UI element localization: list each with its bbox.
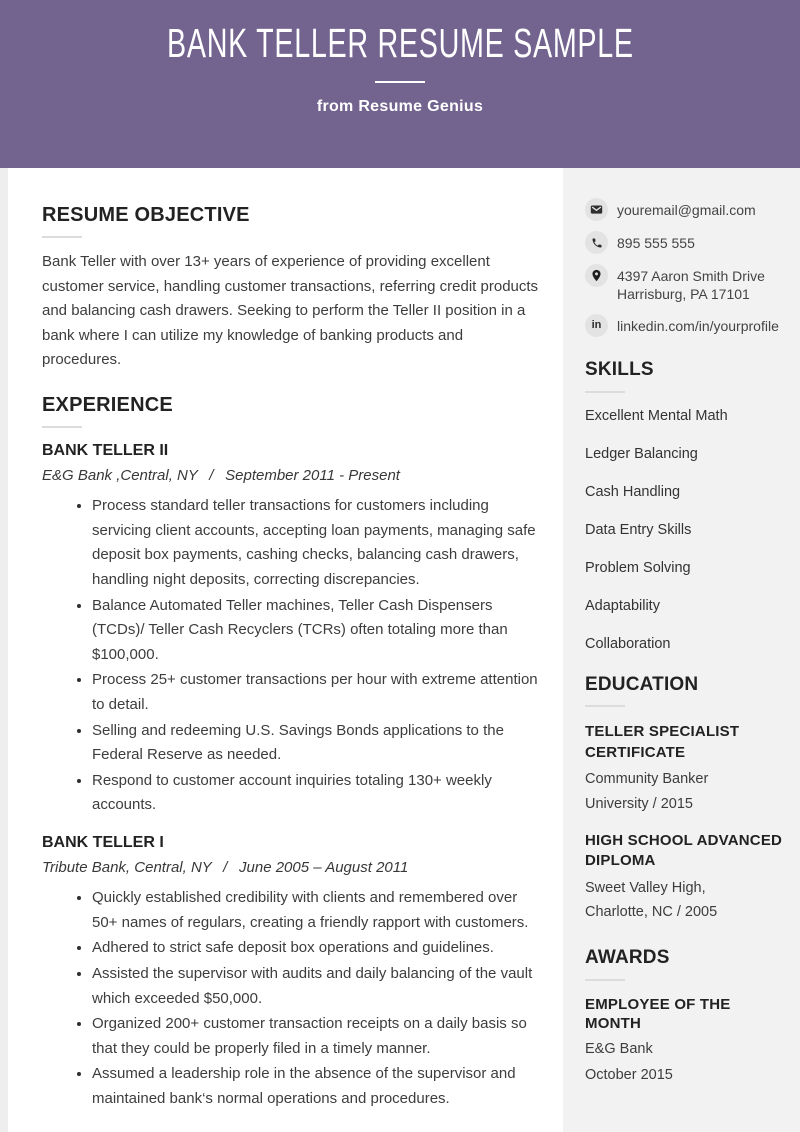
contact-block (585, 198, 785, 337)
skill-item: Data Entry Skills (585, 522, 692, 539)
experience-heading: EXPERIENCE (42, 393, 173, 416)
left-gutter (0, 168, 8, 1132)
job-bullet: • Adhered to strict safe deposit box operations and guidelines. (92, 936, 540, 961)
header-divider (375, 81, 425, 83)
job-bullet: • Organized 200+ customer transaction receipts on a daily basis so that they could be properly filed in a timely manner. (92, 1012, 540, 1061)
skill-item: Cash Handling (585, 483, 681, 500)
job-bullet: • Selling and redeeming U.S. Savings Bonds applications to the Federal Reserve as needed. (92, 719, 540, 768)
education-entry-detail: Sweet Valley High, Charlotte, NC / 2005 (585, 879, 718, 921)
job-bullet: • Respond to customer account inquiries totaling 130+ weekly accounts. (92, 769, 540, 818)
skills-heading: SKILLS (585, 358, 654, 380)
heading-rule (585, 979, 625, 981)
contact-linkedin: linkedin.com/in/yourprofile (617, 317, 779, 334)
job-bullet: • Process 25+ customer transactions per hour with extreme attention to detail. (92, 668, 540, 717)
contact-phone: 895 555 555 (617, 235, 695, 251)
contact-row-address (585, 264, 785, 304)
page-subtitle: from Resume Genius (316, 98, 484, 116)
phone-icon (585, 231, 608, 254)
contact-row-linkedin (585, 314, 785, 337)
education-heading: EDUCATION (585, 673, 699, 695)
heading-rule (42, 236, 82, 238)
experience-section (42, 394, 548, 1112)
objective-text: Bank Teller with over 13+ years of experience of providing excellent customer service, handling customer transactions, referring credit products and balancing cash drawers. Seeking to perform the Teller II position in a bank where I can utilize my knowledge of banking products and procedures. (42, 253, 539, 369)
education-section (585, 674, 785, 925)
education-entry-detail: Community Banker University / 2015 (585, 770, 709, 812)
job-title: BANK TELLER I (42, 833, 164, 851)
education-entry (585, 831, 785, 925)
content-columns (0, 168, 800, 1132)
contact-address (617, 264, 765, 304)
job-bullet: • Process standard teller transactions for customers including servicing client accounts, accepting loan payments, managing safe deposit box payments, cashing checks, balancing cash drawers, handling night deposits, correcting discrepancies. (92, 494, 540, 592)
job-bullet: • Quickly established credibility with clients and remembered over 50+ names of regulars, creating a friendly rapport with customers. (92, 886, 540, 935)
award-date: October 2015 (585, 1066, 673, 1083)
job-bullet-list (42, 494, 540, 818)
contact-row-email (585, 198, 785, 221)
skill-item: Excellent Mental Math (585, 407, 728, 424)
awards-heading: AWARDS (585, 946, 670, 968)
job-bullet-list (42, 886, 540, 1111)
heading-rule (585, 705, 625, 707)
job-meta: E&G Bank ,Central, NY / September 2011 - Present (42, 466, 400, 484)
awards-section (585, 947, 785, 1083)
award-title: EMPLOYEE OF THE MONTH (585, 995, 731, 1033)
skill-item: Problem Solving (585, 560, 691, 577)
skills-list (585, 407, 785, 654)
main-column (8, 168, 563, 1132)
resume-objective-section (42, 204, 548, 373)
email-icon (585, 198, 608, 221)
award-organization: E&G Bank (585, 1040, 653, 1057)
sidebar-column (563, 168, 800, 1132)
job-bullet: • Balance Automated Teller machines, Teller Cash Dispensers (TCDs)/ Teller Cash Recyclers (TCRs) often totaling more than $100,000. (92, 594, 540, 668)
linkedin-icon: in (585, 314, 608, 337)
page-title: BANK TELLER RESUME SAMPLE (166, 20, 634, 66)
contact-email: youremail@gmail.com (617, 202, 756, 218)
education-entry-title: TELLER SPECIALIST CERTIFICATE (585, 723, 740, 761)
job-entry-bank-teller-2 (42, 441, 548, 818)
contact-row-phone (585, 231, 785, 254)
contact-address-line2: Harrisburg, PA 17101 (617, 286, 750, 303)
objective-heading: RESUME OBJECTIVE (42, 204, 250, 226)
award-entry (585, 995, 785, 1083)
skill-item: Ledger Balancing (585, 445, 698, 462)
skills-section (585, 359, 785, 654)
education-entry (585, 722, 785, 816)
page-header (0, 0, 800, 168)
contact-address-line1: 4397 Aaron Smith Drive (617, 268, 765, 284)
job-bullet: • Assisted the supervisor with audits and daily balancing of the vault which exceeded $50,000. (92, 962, 540, 1011)
skill-item: Collaboration (585, 636, 671, 653)
job-title: BANK TELLER II (42, 441, 169, 459)
location-icon (585, 264, 608, 287)
job-meta: Tribute Bank, Central, NY / June 2005 – August 2011 (42, 858, 409, 876)
job-entry-bank-teller-1 (42, 833, 548, 1112)
education-entry-title: HIGH SCHOOL ADVANCED DIPLOMA (585, 832, 783, 870)
heading-rule (42, 426, 82, 428)
heading-rule (585, 391, 625, 393)
job-bullet: • Assumed a leadership role in the absence of the supervisor and maintained bank‘s normal operations and procedures. (92, 1062, 540, 1111)
skill-item: Adaptability (585, 598, 660, 615)
